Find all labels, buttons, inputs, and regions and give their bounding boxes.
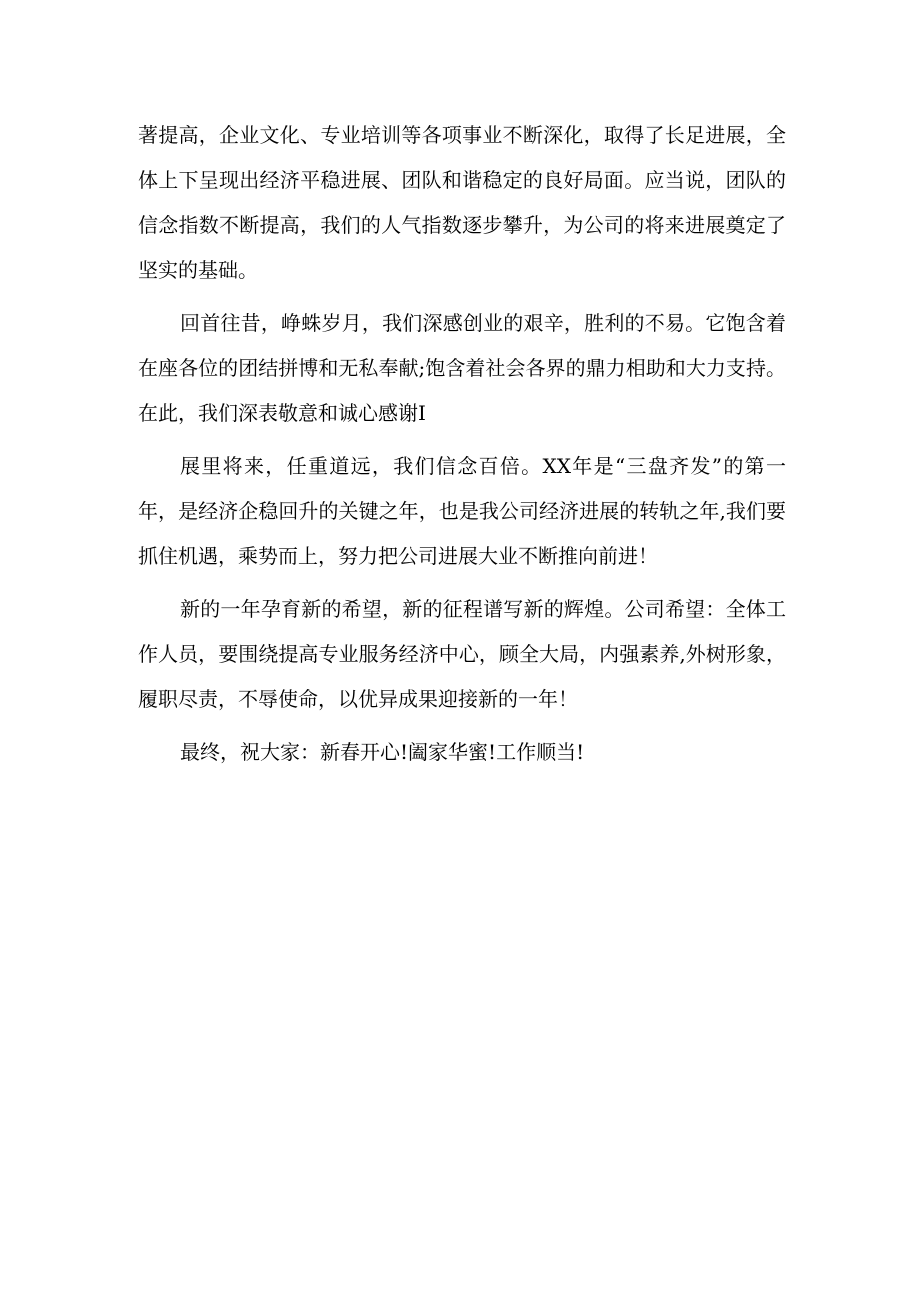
text-line: 信念指数不断提高，我们的人气指数逐步攀升，为公司的将来进展奠定了	[138, 213, 786, 237]
text-line: 体上下呈现出经济平稳进展、团队和谐稳定的良好局面。应当说，团队的	[138, 168, 786, 192]
text-line: 在此，我们深表敬意和诚心感谢I	[138, 401, 426, 425]
text-line: 展里将来，任重道远，我们信念百倍。XX年是“三盘齐发”的第一	[180, 454, 786, 478]
paragraph-4	[138, 587, 786, 722]
paragraph-1	[138, 113, 786, 293]
text-line: 著提高，企业文化、专业培训等各项事业不断深化，取得了长足进展，全	[138, 123, 786, 147]
text-line: 最终，祝大家：新春开心!阖家华蜜!工作顺当!	[180, 740, 585, 764]
paragraph-2	[138, 301, 786, 436]
text-line: 抓住机遇，乘势而上，努力把公司进展大业不断推向前进！	[138, 544, 658, 568]
text-line: 履职尽责，不辱使命，以优异成果迎接新的一年！	[138, 687, 578, 711]
text-line: 作人员，要围绕提高专业服务经济中心，顾全大局，内强素养,外树形象，	[138, 642, 786, 666]
text-line: 年，是经济企稳回升的关键之年，也是我公司经济进展的转轨之年,我们要	[138, 499, 786, 523]
text-line: 回首往昔，峥蛛岁月，我们深感创业的艰辛，胜利的不易。它饱含着	[180, 311, 786, 335]
text-line: 坚实的基础。	[138, 258, 258, 282]
paragraph-5	[138, 730, 786, 775]
text-line: 在座各位的团结拼博和无私奉献;饱含着社会各界的鼎力相助和大力支持。	[138, 356, 786, 380]
paragraph-3	[138, 444, 786, 579]
document-body	[138, 113, 786, 783]
text-line: 新的一年孕育新的希望，新的征程谱写新的辉煌。公司希望：全体工	[180, 597, 786, 621]
